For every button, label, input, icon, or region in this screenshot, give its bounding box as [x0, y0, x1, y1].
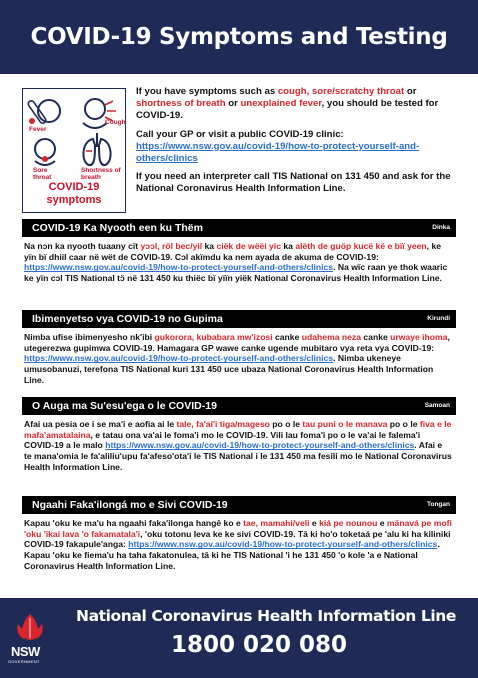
section-header-bar — [22, 496, 456, 514]
section-body: Nimba ufise ibimenyesho nk'ibi gukorora, kubabara mw'izosi canke udahema neza canke urwaye ihoma, utegerezwa gupimwa COVID-19. Hamagara GP wawe canke ugende mubitaro vya reta vya COVID-19: https://www.nsw.gov.au/covid-19/how-to-protect-yourself-and-others/clinics. Nimba ukeneye umusobanuzi, terefona TIS National kuri 131 450 uce ubaza National Coronavirus Health Information Line. — [24, 332, 450, 385]
section-title: Ibimenyetso vya COVID-19 no Gupima — [32, 313, 223, 325]
intro-text — [136, 86, 460, 202]
section-body: Na nɔn ka nyooth tuaany cït yɔɔl, röl bec/yil ka ciëk de wëëi yic ka alëth de guöp kucë kë e bïï yeen, ke yïn bï dhiil caar në wët de COVID-19. Cɔl akïmdu ka nem ayada de akuma de COVID-19: https://www.nsw.gov.au/covid-19/how-to-protect-yourself-and-others/clinics. Na wïc raan ye thok waaric ke yïn cɔl TIS National tɔ̈ në 131 450 ku thiëc bï yïïn yiëk National Coronavirus Health Information Line. — [24, 241, 448, 284]
intro-interpreter-paragraph: If you need an interpreter call TIS National on 131 450 and ask for the National Coronavirus Health Information Line. — [136, 171, 451, 195]
logo-word: NSW — [11, 644, 40, 659]
language-label: Samoan — [424, 402, 450, 409]
section-title: O Auga ma Su'esu'ega o le COVID-19 — [32, 400, 217, 412]
footer-banner — [0, 598, 478, 678]
section-dinka — [22, 219, 456, 284]
language-label: Dinka — [432, 224, 450, 231]
clinics-link[interactable]: https://www.nsw.gov.au/covid-19/how-to-protect-yourself-and-others/clinics — [24, 262, 334, 273]
intro-symptoms-paragraph: If you have symptoms such as cough, sore/scratchy throat or shortness of breath or unexplained fever, you should be tested for COVID-19. — [136, 86, 439, 122]
clinics-link[interactable]: https://www.nsw.gov.au/covid-19/how-to-protect-yourself-and-others/clinics — [105, 440, 415, 451]
clinics-link[interactable]: https://www.nsw.gov.au/covid-19/how-to-protect-yourself-and-others/clinics — [24, 353, 334, 364]
intro-clinic-paragraph: Call your GP or visit a public COVID-19 clinic: https://www.nsw.gov.au/covid-19/how-to-protect-yourself-and-others/clinics — [136, 128, 420, 165]
language-label: Tongan — [427, 501, 450, 508]
header-banner — [0, 0, 478, 74]
shortness-of-breath-label: Shortness of breath — [81, 167, 121, 181]
section-header-bar — [22, 219, 456, 237]
section-samoan — [22, 397, 456, 473]
language-label: Kirundi — [427, 315, 450, 322]
fever-label: Fever — [29, 126, 47, 133]
page-title: COVID-19 Symptoms and Testing — [30, 24, 448, 50]
hotline-phone[interactable]: 1800 020 080 — [170, 632, 348, 658]
section-header-bar — [22, 310, 456, 328]
intro-block — [22, 88, 456, 216]
symptoms-icon-panel — [22, 88, 126, 213]
section-title: Ngaahi Faka'ilongá mo e Sivi COVID-19 — [32, 499, 228, 511]
sore-throat-label: Sore throat — [33, 167, 52, 181]
clinics-link[interactable]: https://www.nsw.gov.au/covid-19/how-to-protect-yourself-and-others/clinics — [128, 539, 438, 550]
section-body: Kapau 'oku ke ma'u ha ngaahi faka'ilonga hangē ko e tae, mamahi/veli e kiá pe nounou e mānavá pe mofi 'oku 'ikai lava 'o fakamatala'i, 'oku totonu leva ke ke sivi COVID-19. Tā ki ho'o toketaá pe 'alu ki ha kiliniki COVID-19 fakapule'anga: https://www.nsw.gov.au/covid-19/how-to-protect-yourself-and-others/clinics. Kapau 'oku ke fiema'u ha taha fakatonulea, tā ki he TIS National 'i he 131 450 'o kole 'a e National Coronavirus Health Information Line. — [24, 518, 452, 571]
symptoms-panel-title: COVID-19 symptoms — [46, 181, 102, 206]
section-tongan — [22, 496, 456, 572]
hotline-name: National Coronavirus Health Information Line — [76, 607, 457, 625]
section-kirundi — [22, 310, 456, 386]
logo-subtext: GOVERNMENT — [8, 659, 40, 664]
section-header-bar — [22, 397, 456, 415]
section-body: Afai ua pesia oe i se ma'i e aofia ai le tale, fa'ai'i tiga/mageso po o le tau puni o le manava po o le fiva e le mafa'amatalaina, e tatau ona va'ai le foma'i mo le COVID-19. Vili lau foma'i po o le va'ai le falema'i COVID-19 a le malo https://www.nsw.gov.au/covid-19/how-to-protect-yourself-and-others/clinics. Afai e te mana'omia le fa'aliliu'upu fa'afeso'ota'i le TIS National i le 131 450 ma fesili mo le National Coronavirus Health Information Line. — [24, 419, 452, 472]
cough-label: Cough — [105, 119, 126, 126]
clinics-link[interactable]: https://www.nsw.gov.au/covid-19/how-to-protect-yourself-and-others/clinics — [136, 140, 420, 165]
section-title: COVID-19 Ka Nyooth een ku Thëm — [32, 222, 203, 234]
